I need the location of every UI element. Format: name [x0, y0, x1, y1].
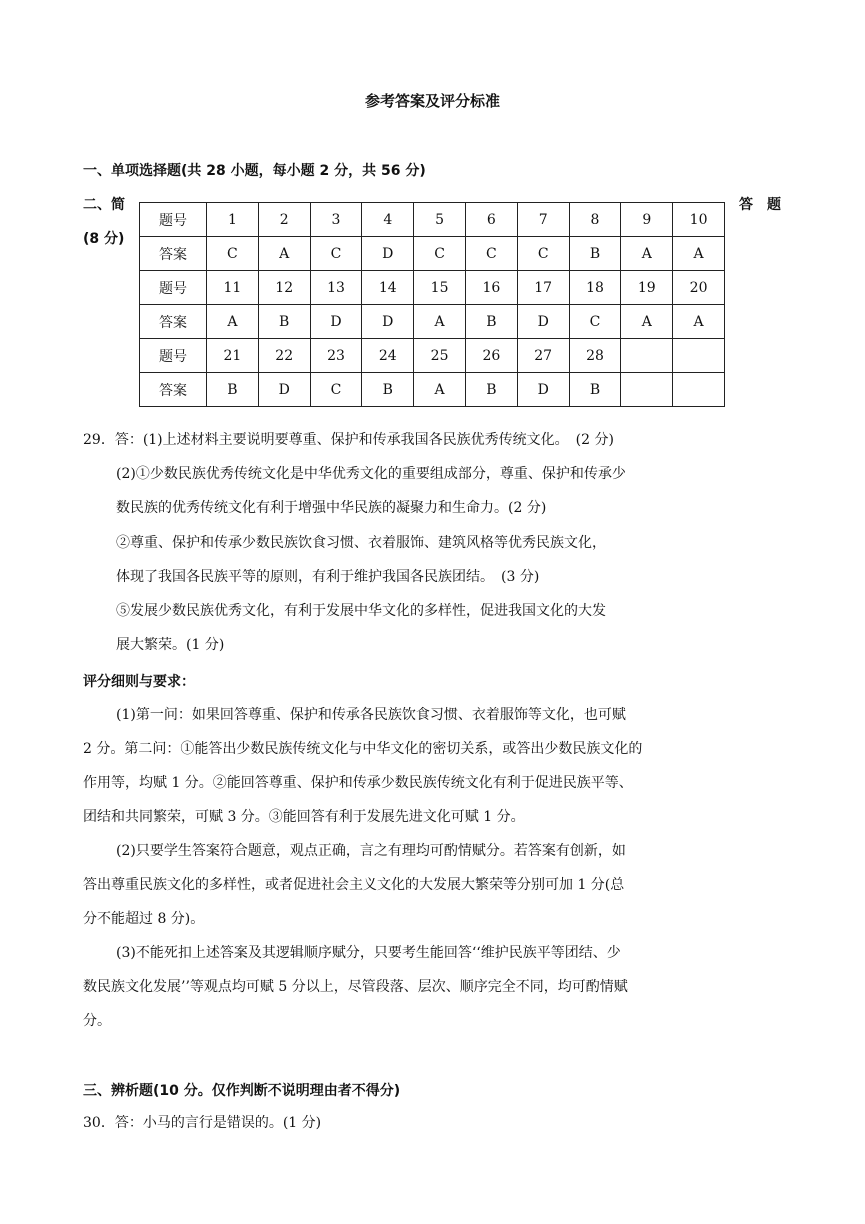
- question-number-header: 题号: [140, 203, 207, 237]
- answer-table-row: [140, 373, 725, 407]
- answer-table-row: [140, 305, 725, 339]
- question-number-cell: 21: [207, 339, 259, 373]
- answer-cell: C: [310, 373, 362, 407]
- rubric-p3-line-1: (3)不能死扣上述答案及其逻辑顺序赋分，只要考生能回答‘‘维护民族平等团结、少: [116, 945, 621, 961]
- question-number-cell: 2: [258, 203, 310, 237]
- answer-cell: A: [673, 305, 725, 339]
- answer-cell: B: [569, 237, 621, 271]
- question-number-cell: 15: [414, 271, 466, 305]
- question-number-cell: 28: [569, 339, 621, 373]
- section-2-heading-right: 答 题: [739, 197, 781, 213]
- answer-cell: A: [621, 305, 673, 339]
- answer-header: 答案: [140, 305, 207, 339]
- q29-line-1: 29．答：(1)上述材料主要说明要尊重、保护和传承我国各民族优秀传统文化。 (2 分): [83, 432, 614, 448]
- question-number-cell: 6: [465, 203, 517, 237]
- answer-header: 答案: [140, 373, 207, 407]
- section-1-heading: 一、单项选择题(共 28 小题，每小题 2 分，共 56 分): [83, 163, 426, 179]
- answer-cell: A: [414, 305, 466, 339]
- question-number-cell: 26: [465, 339, 517, 373]
- rubric-p2-line-3: 分不能超过 8 分)。: [83, 911, 205, 927]
- answer-cell: A: [414, 373, 466, 407]
- answer-cell: B: [207, 373, 259, 407]
- answer-cell: B: [465, 373, 517, 407]
- answer-cell: C: [414, 237, 466, 271]
- answer-cell: B: [465, 305, 517, 339]
- answer-cell: D: [362, 237, 414, 271]
- question-number-cell: 8: [569, 203, 621, 237]
- question-number-cell: 25: [414, 339, 466, 373]
- section-2-heading-left: 二、简: [83, 197, 125, 213]
- question-number-cell: 17: [517, 271, 569, 305]
- answer-cell: B: [362, 373, 414, 407]
- q29-line-4: ②尊重、保护和传承少数民族饮食习惯、衣着服饰、建筑风格等优秀民族文化，: [116, 535, 606, 551]
- answer-table: [139, 202, 725, 407]
- page-title: 参考答案及评分标准: [364, 92, 500, 110]
- question-number-cell: 18: [569, 271, 621, 305]
- question-number-cell: 24: [362, 339, 414, 373]
- q29-line-3: 数民族的优秀传统文化有利于增强中华民族的凝聚力和生命力。(2 分): [116, 500, 547, 516]
- question-number-header: 题号: [140, 339, 207, 373]
- rubric-p1-line-1: (1)第一问：如果回答尊重、保护和传承各民族饮食习惯、衣着服饰等文化，也可赋: [116, 707, 626, 723]
- question-number-cell: 4: [362, 203, 414, 237]
- rubric-p2-line-1: (2)只要学生答案符合题意，观点正确，言之有理均可酌情赋分。若答案有创新，如: [116, 843, 626, 859]
- q29-line-5: 体现了我国各民族平等的原则，有利于维护我国各民族团结。 (3 分): [116, 569, 540, 585]
- answer-cell: C: [207, 237, 259, 271]
- question-number-cell: 14: [362, 271, 414, 305]
- q30-answer: 30．答：小马的言行是错误的。(1 分): [83, 1115, 322, 1131]
- section-2-points: (8 分): [83, 231, 125, 247]
- question-number-cell: 11: [207, 271, 259, 305]
- question-number-cell: 20: [673, 271, 725, 305]
- answer-cell: [673, 373, 725, 407]
- rubric-heading: 评分细则与要求：: [83, 674, 195, 690]
- answer-table-row: [140, 271, 725, 305]
- rubric-p1-line-4: 团结和共同繁荣，可赋 3 分。③能回答有利于发展先进文化可赋 1 分。: [83, 809, 525, 825]
- question-number-cell: 10: [673, 203, 725, 237]
- rubric-p3-line-3: 分。: [83, 1013, 111, 1029]
- answer-cell: C: [569, 305, 621, 339]
- question-number-cell: 7: [517, 203, 569, 237]
- answer-cell: A: [621, 237, 673, 271]
- answer-cell: A: [258, 237, 310, 271]
- answer-cell: D: [258, 373, 310, 407]
- question-number-cell: 23: [310, 339, 362, 373]
- answer-table-row: [140, 237, 725, 271]
- question-number-cell: 27: [517, 339, 569, 373]
- answer-cell: D: [517, 373, 569, 407]
- answer-table-row: [140, 339, 725, 373]
- answer-cell: C: [465, 237, 517, 271]
- rubric-p3-line-2: 数民族文化发展’’等观点均可赋 5 分以上，尽管段落、层次、顺序完全不同，均可酌情赋: [83, 979, 628, 995]
- q29-line-2: (2)①少数民族优秀传统文化是中华优秀文化的重要组成部分，尊重、保护和传承少: [116, 466, 626, 482]
- answer-table-row: [140, 203, 725, 237]
- q29-line-7: 展大繁荣。(1 分): [116, 637, 225, 653]
- section-3-heading: 三、辨析题(10 分。仅作判断不说明理由者不得分): [83, 1083, 401, 1099]
- question-number-cell: 12: [258, 271, 310, 305]
- question-number-cell: 1: [207, 203, 259, 237]
- answer-cell: D: [517, 305, 569, 339]
- question-number-cell: 22: [258, 339, 310, 373]
- question-number-cell: [673, 339, 725, 373]
- answer-cell: B: [569, 373, 621, 407]
- rubric-p1-line-2: 2 分。第二问：①能答出少数民族传统文化与中华文化的密切关系，或答出少数民族文化的: [83, 741, 643, 757]
- q29-line-6: ⑤发展少数民族优秀文化，有利于发展中华文化的多样性，促进我国文化的大发: [116, 603, 606, 619]
- answer-cell: C: [517, 237, 569, 271]
- question-number-cell: 3: [310, 203, 362, 237]
- answer-cell: D: [362, 305, 414, 339]
- answer-cell: [621, 373, 673, 407]
- rubric-p2-line-2: 答出尊重民族文化的多样性，或者促进社会主义文化的大发展大繁荣等分别可加 1 分(总: [83, 877, 625, 893]
- question-number-cell: 13: [310, 271, 362, 305]
- answer-cell: D: [310, 305, 362, 339]
- answer-cell: B: [258, 305, 310, 339]
- question-number-cell: [621, 339, 673, 373]
- answer-header: 答案: [140, 237, 207, 271]
- rubric-p1-line-3: 作用等，均赋 1 分。②能回答尊重、保护和传承少数民族传统文化有利于促进民族平等、: [83, 775, 633, 791]
- question-number-cell: 5: [414, 203, 466, 237]
- answer-cell: A: [673, 237, 725, 271]
- answer-cell: A: [207, 305, 259, 339]
- question-number-cell: 16: [465, 271, 517, 305]
- answer-cell: C: [310, 237, 362, 271]
- question-number-header: 题号: [140, 271, 207, 305]
- question-number-cell: 19: [621, 271, 673, 305]
- question-number-cell: 9: [621, 203, 673, 237]
